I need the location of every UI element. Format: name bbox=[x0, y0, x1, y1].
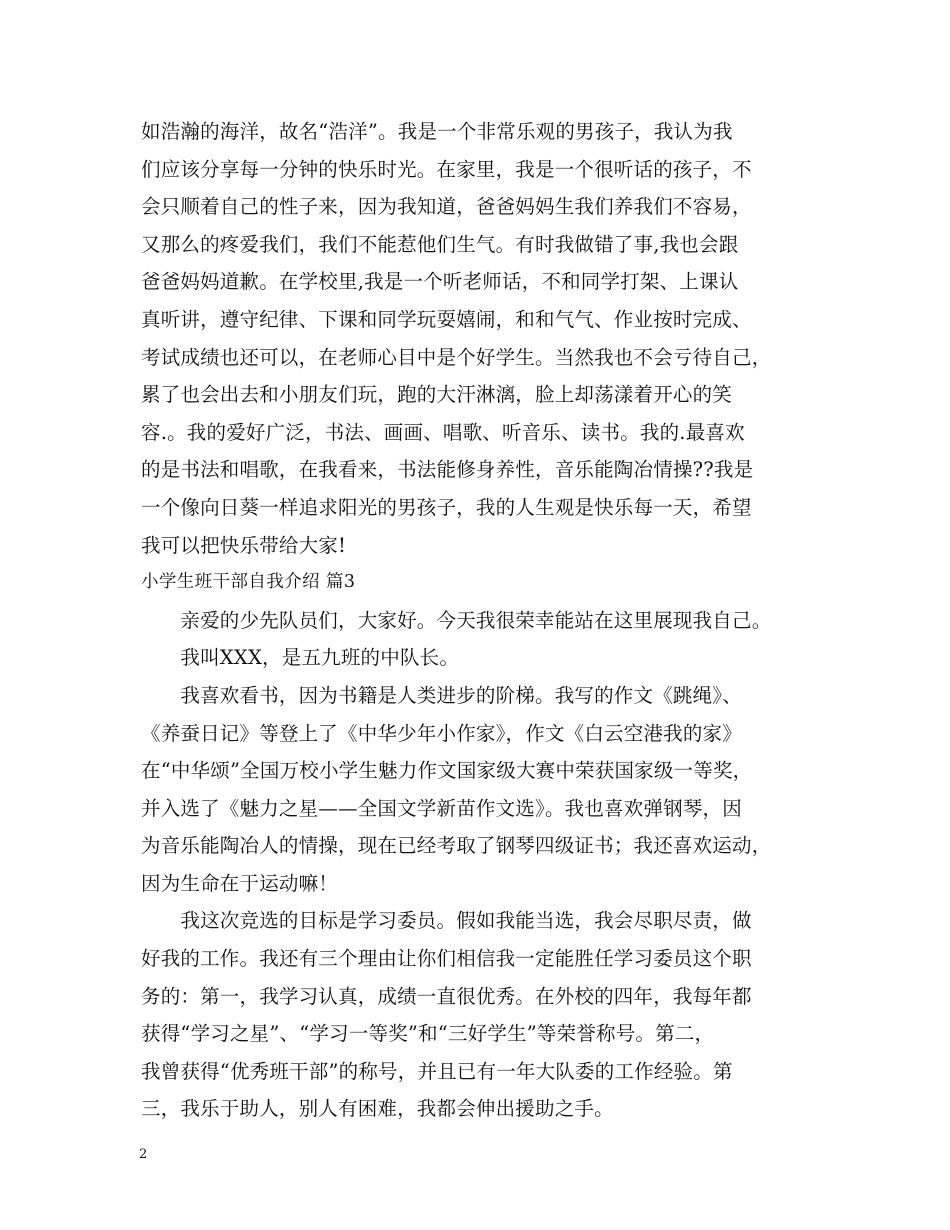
text-line: 我喜欢看书，因为书籍是人类进步的阶梯。我写的作文《跳绳》、 bbox=[141, 683, 742, 707]
text-line: 因为生命在于运动嘛！ bbox=[141, 871, 339, 895]
text-line: 真听讲，遵守纪律、下课和同学玩耍嬉闹，和和气气、作业按时完成、 bbox=[141, 307, 752, 331]
text-line: 务的：第一，我学习认真，成绩一直很优秀。在外校的四年，我每年都 bbox=[141, 984, 752, 1008]
text-line: 为音乐能陶冶人的情操，现在已经考取了钢琴四级证书；我还喜欢运动， bbox=[141, 834, 772, 858]
page-number: 2 bbox=[139, 1147, 148, 1162]
text-line: 如浩瀚的海洋，故名“浩洋”。我是一个非常乐观的男孩子，我认为我 bbox=[141, 120, 733, 143]
text-line: 三，我乐于助人，别人有困难，我都会伸出援助之手。 bbox=[141, 1097, 614, 1121]
text-line: 我叫XXX，是五九班的中队长。 bbox=[141, 646, 460, 670]
text-line: 考试成绩也还可以，在老师心目中是个好学生。当然我也不会亏待自己， bbox=[141, 345, 772, 369]
text-line: 我曾获得“优秀班干部”的称号，并且已有一年大队委的工作经验。第 bbox=[141, 1059, 733, 1083]
text-line: 又那么的疼爱我们，我们不能惹他们生气。有时我做错了事,我也会跟 bbox=[141, 232, 739, 256]
text-line: 累了也会出去和小朋友们玩，跑的大汗淋漓，脸上却荡漾着开心的笑 bbox=[141, 383, 733, 407]
text-line: 容.。我的爱好广泛，书法、画画、唱歌、听音乐、读书。我的.最喜欢 bbox=[141, 420, 745, 444]
text-line: 亲爱的少先队员们，大家好。今天我很荣幸能站在这里展现我自己。 bbox=[141, 608, 772, 632]
text-line: 我可以把快乐带给大家! bbox=[141, 533, 347, 557]
text-line: 好我的工作。我还有三个理由让你们相信我一定能胜任学习委员这个职 bbox=[141, 947, 752, 971]
text-line: 爸爸妈妈道歉。在学校里,我是一个听老师话，不和同学打架、上课认 bbox=[141, 270, 739, 294]
text-line: 获得“学习之星”、“学习一等奖”和“三好学生”等荣誉称号。第二， bbox=[141, 1022, 715, 1046]
text-line: 一个像向日葵一样追求阳光的男孩子，我的人生观是快乐每一天，希望 bbox=[141, 495, 752, 519]
text-line: 们应该分享每一分钟的快乐时光。在家里，我是一个很听话的孩子，不 bbox=[141, 157, 752, 181]
text-line: 《养蚕日记》等登上了《中华少年小作家》，作文《白云空港我的家》 bbox=[141, 721, 742, 745]
text-line: 我这次竞选的目标是学习委员。假如我能当选，我会尽职尽责，做 bbox=[141, 909, 752, 933]
text-line: 的是书法和唱歌，在我看来，书法能修身养性，音乐能陶冶情操??我是 bbox=[141, 458, 754, 482]
text-line: 会只顺着自己的性子来，因为我知道，爸爸妈妈生我们养我们不容易， bbox=[141, 195, 752, 219]
section-heading: 小学生班干部自我介绍 篇3 bbox=[141, 572, 356, 593]
body-text bbox=[141, 113, 821, 1128]
text-line: 在“中华颂”全国万校小学生魅力作文国家级大赛中荣获国家级一等奖， bbox=[141, 759, 753, 783]
text-line: 并入选了《魅力之星——全国文学新苗作文选》。我也喜欢弹钢琴，因 bbox=[141, 796, 742, 820]
